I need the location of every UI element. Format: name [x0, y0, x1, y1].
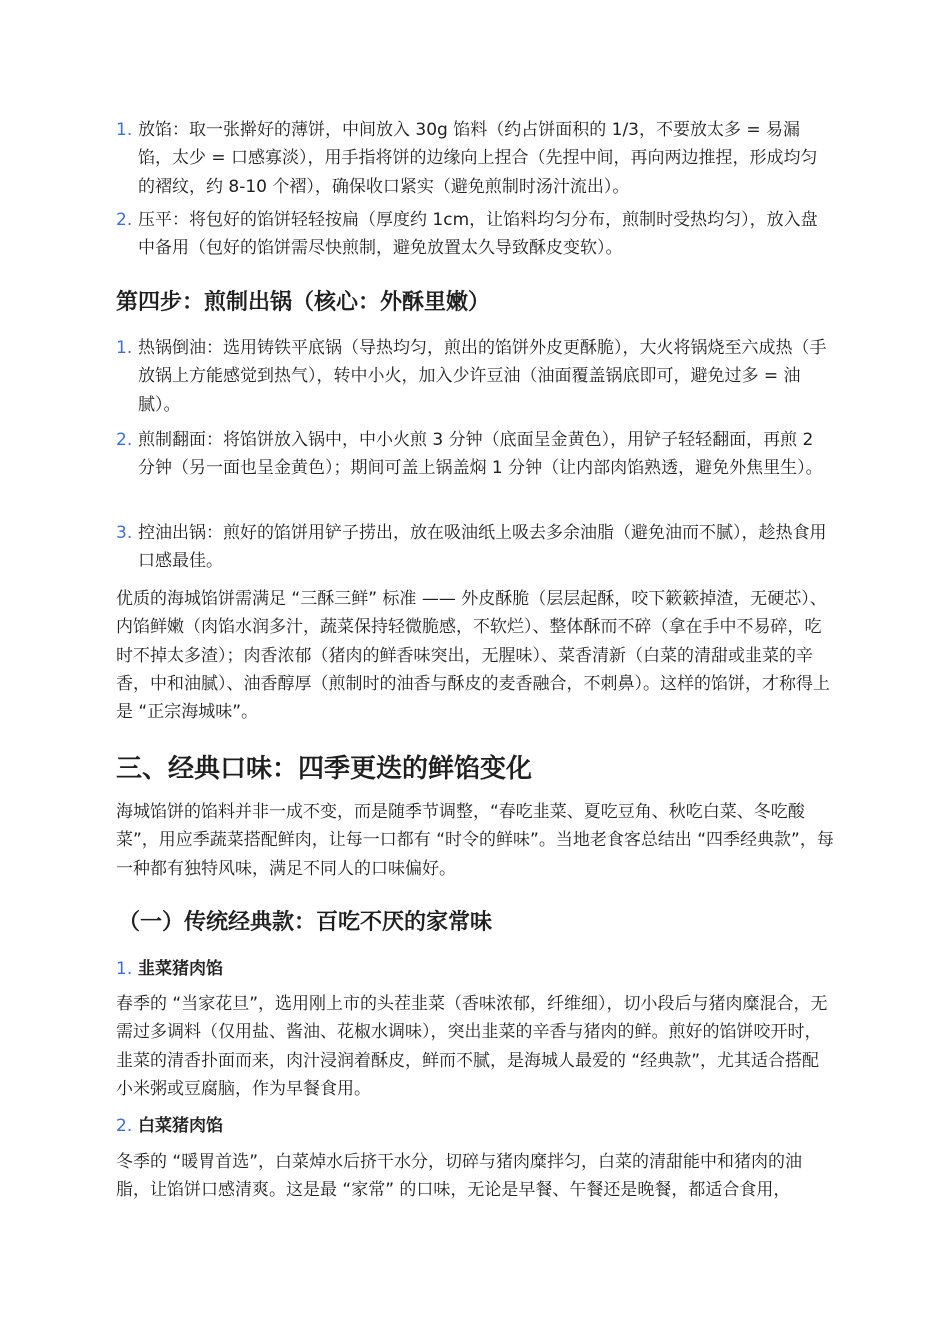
- list-number: 1.: [116, 338, 133, 358]
- list-number: 2.: [116, 430, 133, 450]
- list-number: 2.: [116, 210, 133, 230]
- flavor-title-item: [116, 1112, 832, 1140]
- list-text: 控油出锅：煎好的馅饼用铲子捞出，放在吸油纸上吸去多余油脂（避免油而不腻），趁热食用口感最佳。: [138, 523, 827, 572]
- subsection1-heading: （一）传统经典款：百吃不厌的家常味: [118, 910, 493, 935]
- flavor-description: 冬季的 “暖胃首选”，白菜焯水后挤干水分，切碎与猪肉糜拌匀，白菜的清甜能中和猪肉的油脂，让馅饼口感清爽。这是最 “家常” 的口味，无论是早餐、午餐还是晚餐，都适合食用，: [116, 1152, 803, 1201]
- list-text: 热锅倒油：选用铸铁平底锅（导热均匀，煎出的馅饼外皮更酥脆），大火将锅烧至六成热（手放锅上方能感觉到热气），转中小火，加入少许豆油（油面覆盖锅底即可，避免过多 = 油腻）。: [138, 338, 827, 415]
- list-item: [116, 519, 832, 576]
- list-number: 3.: [116, 523, 133, 543]
- flavor-description: 春季的 “当家花旦”，选用刚上市的头茬韭菜（香味浓郁，纤维细），切小段后与猪肉糜混合，无需过多调料（仅用盐、酱油、花椒水调味），突出韭菜的辛香与猪肉的鲜。煎好的馅饼咬开时，韭菜的清香扑面而来，肉汁浸润着酥皮，鲜而不腻，是海城人最爱的 “经典款”，尤其适合搭配小米粥或豆腐脑，作为早餐食用。: [116, 994, 828, 1099]
- list-item: [116, 426, 832, 483]
- list-item: [116, 116, 832, 201]
- list-text: 放馅：取一张擀好的薄饼，中间放入 30g 馅料（约占饼面积的 1/3，不要放太多 = 易漏馅，太少 = 口感寡淡），用手指将饼的边缘向上捏合（先捏中间，再向两边推捏，形成均匀的褶纹，约 8-10 个褶），确保收口紧实（避免煎制时汤汁流出）。: [138, 120, 818, 197]
- list-item: [116, 206, 832, 263]
- list-number: 1.: [116, 120, 133, 140]
- section3-heading: 三、经典口味：四季更迭的鲜馅变化: [116, 754, 533, 784]
- list-number: 2.: [116, 1116, 133, 1136]
- flavor-title: 白菜猪肉馅: [138, 1116, 223, 1136]
- flavor-title-item: [116, 955, 832, 983]
- section3-intro: 海城馅饼的馅料并非一成不变，而是随季节调整，“春吃韭菜、夏吃豆角、秋吃白菜、冬吃酸菜”，用应季蔬菜搭配鲜肉，让每一口都有 “时令的鲜味”。当地老食客总结出 “四季经典款”，每一种都有独特风味，满足不同人的口味偏好。: [116, 802, 834, 879]
- step4-heading: 第四步：煎制出锅（核心：外酥里嫩）: [116, 290, 491, 315]
- list-number: 1.: [116, 959, 133, 979]
- list-text: 压平：将包好的馅饼轻轻按扁（厚度约 1cm，让馅料均匀分布，煎制时受热均匀），放入盘中备用（包好的馅饼需尽快煎制，避免放置太久导致酥皮变软）。: [138, 210, 818, 259]
- flavor-title: 韭菜猪肉馅: [138, 959, 223, 979]
- quality-paragraph: 优质的海城馅饼需满足 “三酥三鲜” 标准 —— 外皮酥脆（层层起酥，咬下簌簌掉渣，无硬芯）、内馅鲜嫩（肉馅水润多汁，蔬菜保持轻微脆感，不软烂）、整体酥而不碎（拿在手中不易碎，吃时不掉太多渣）；肉香浓郁（猪肉的鲜香味突出，无腥味）、菜香清新（白菜的清甜或韭菜的辛香，中和油腻）、油香醇厚（煎制时的油香与酥皮的麦香融合，不刺鼻）。这样的馅饼，才称得上是 “正宗海城味”。: [116, 589, 830, 723]
- list-text: 煎制翻面：将馅饼放入锅中，中小火煎 3 分钟（底面呈金黄色），用铲子轻轻翻面，再煎 2 分钟（另一面也呈金黄色）；期间可盖上锅盖焖 1 分钟（让内部肉馅熟透，避免外焦里生）。: [138, 430, 823, 479]
- list-item: [116, 334, 832, 419]
